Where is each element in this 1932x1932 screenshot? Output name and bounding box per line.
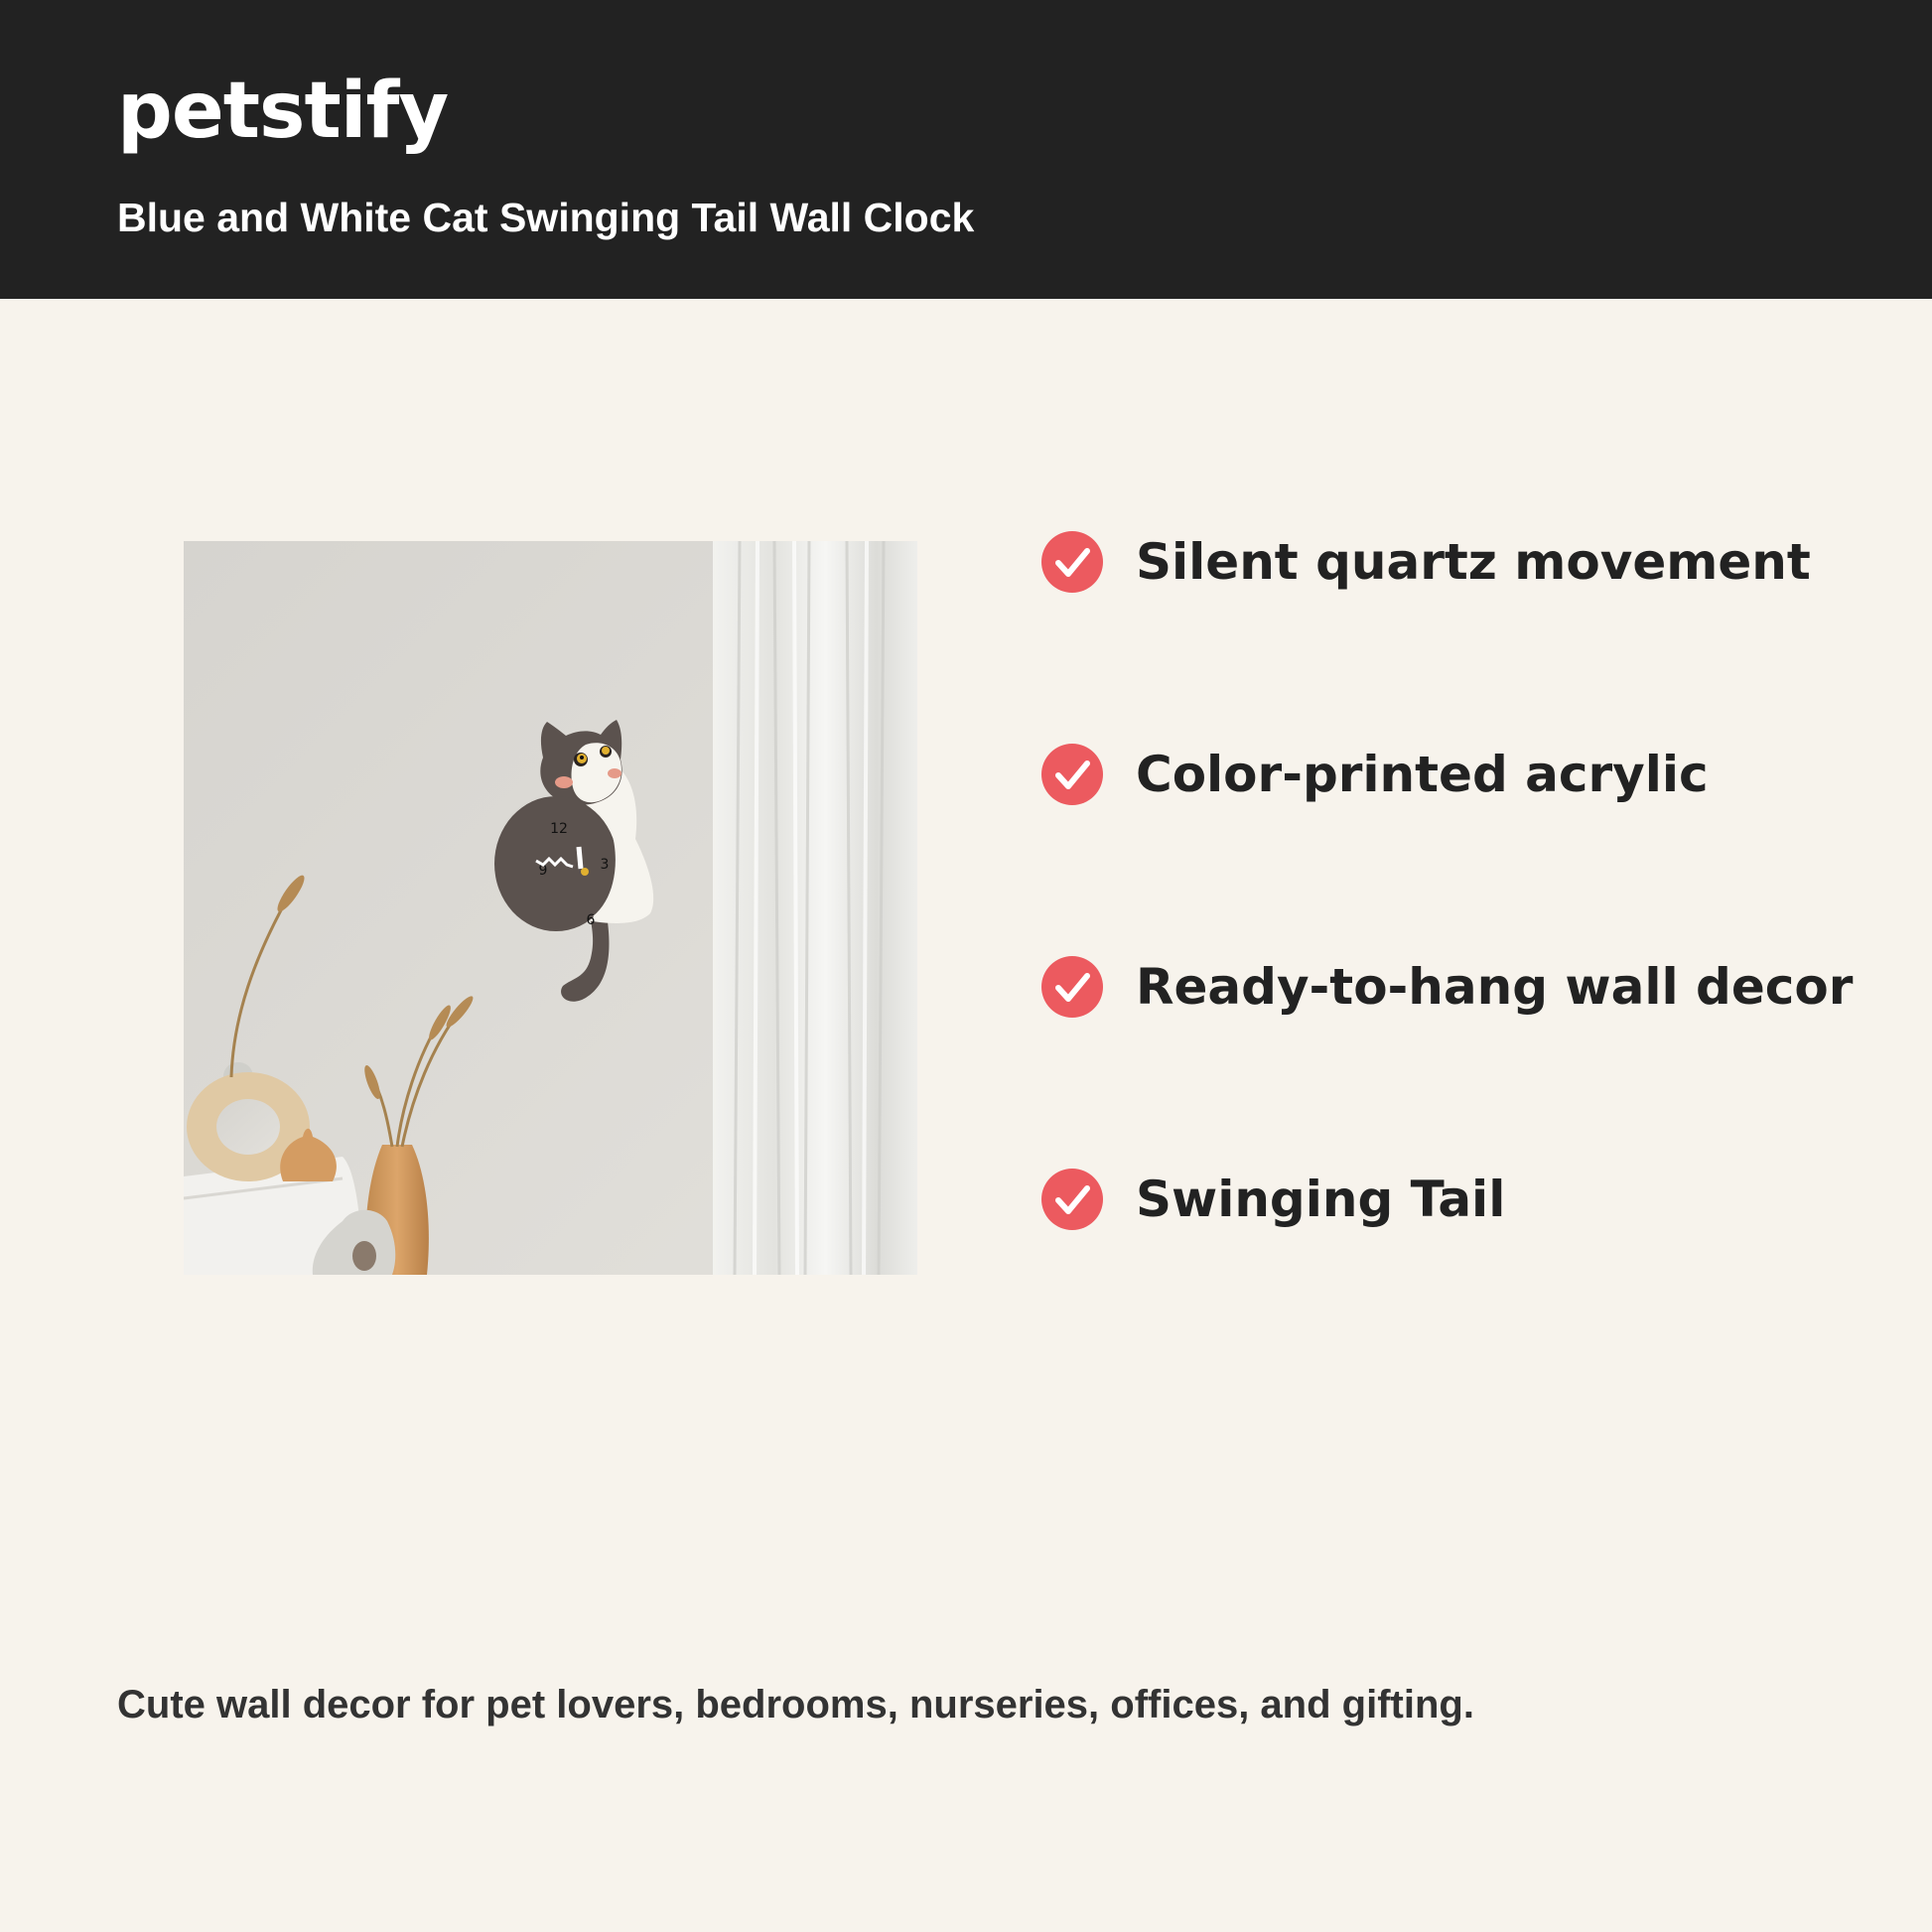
- product-image: [184, 541, 917, 1275]
- feature-item: [1040, 739, 1924, 818]
- brand-logo[interactable]: petstify: [117, 67, 449, 156]
- check-circle-icon: [1040, 743, 1104, 806]
- svg-text:3: 3: [600, 857, 610, 873]
- feature-label: Ready-to-hang wall decor: [1136, 958, 1854, 1016]
- svg-text:12: 12: [550, 821, 568, 837]
- feature-label: Color-printed acrylic: [1136, 746, 1709, 803]
- header-bar: [0, 0, 1932, 299]
- tagline: Cute wall decor for pet lovers, bedrooms, nurseries, offices, and gifting.: [117, 1683, 1474, 1726]
- check-circle-icon: [1040, 1168, 1104, 1231]
- feature-item: [1040, 951, 1924, 1031]
- svg-text:6: 6: [586, 912, 596, 928]
- product-title: Blue and White Cat Swinging Tail Wall Clock: [117, 195, 975, 240]
- feature-label: Silent quartz movement: [1136, 533, 1811, 591]
- feature-item: [1040, 1164, 1924, 1243]
- feature-label: Swinging Tail: [1136, 1171, 1506, 1228]
- svg-text:9: 9: [538, 863, 548, 879]
- check-circle-icon: [1040, 530, 1104, 594]
- check-circle-icon: [1040, 955, 1104, 1019]
- feature-item: [1040, 526, 1924, 606]
